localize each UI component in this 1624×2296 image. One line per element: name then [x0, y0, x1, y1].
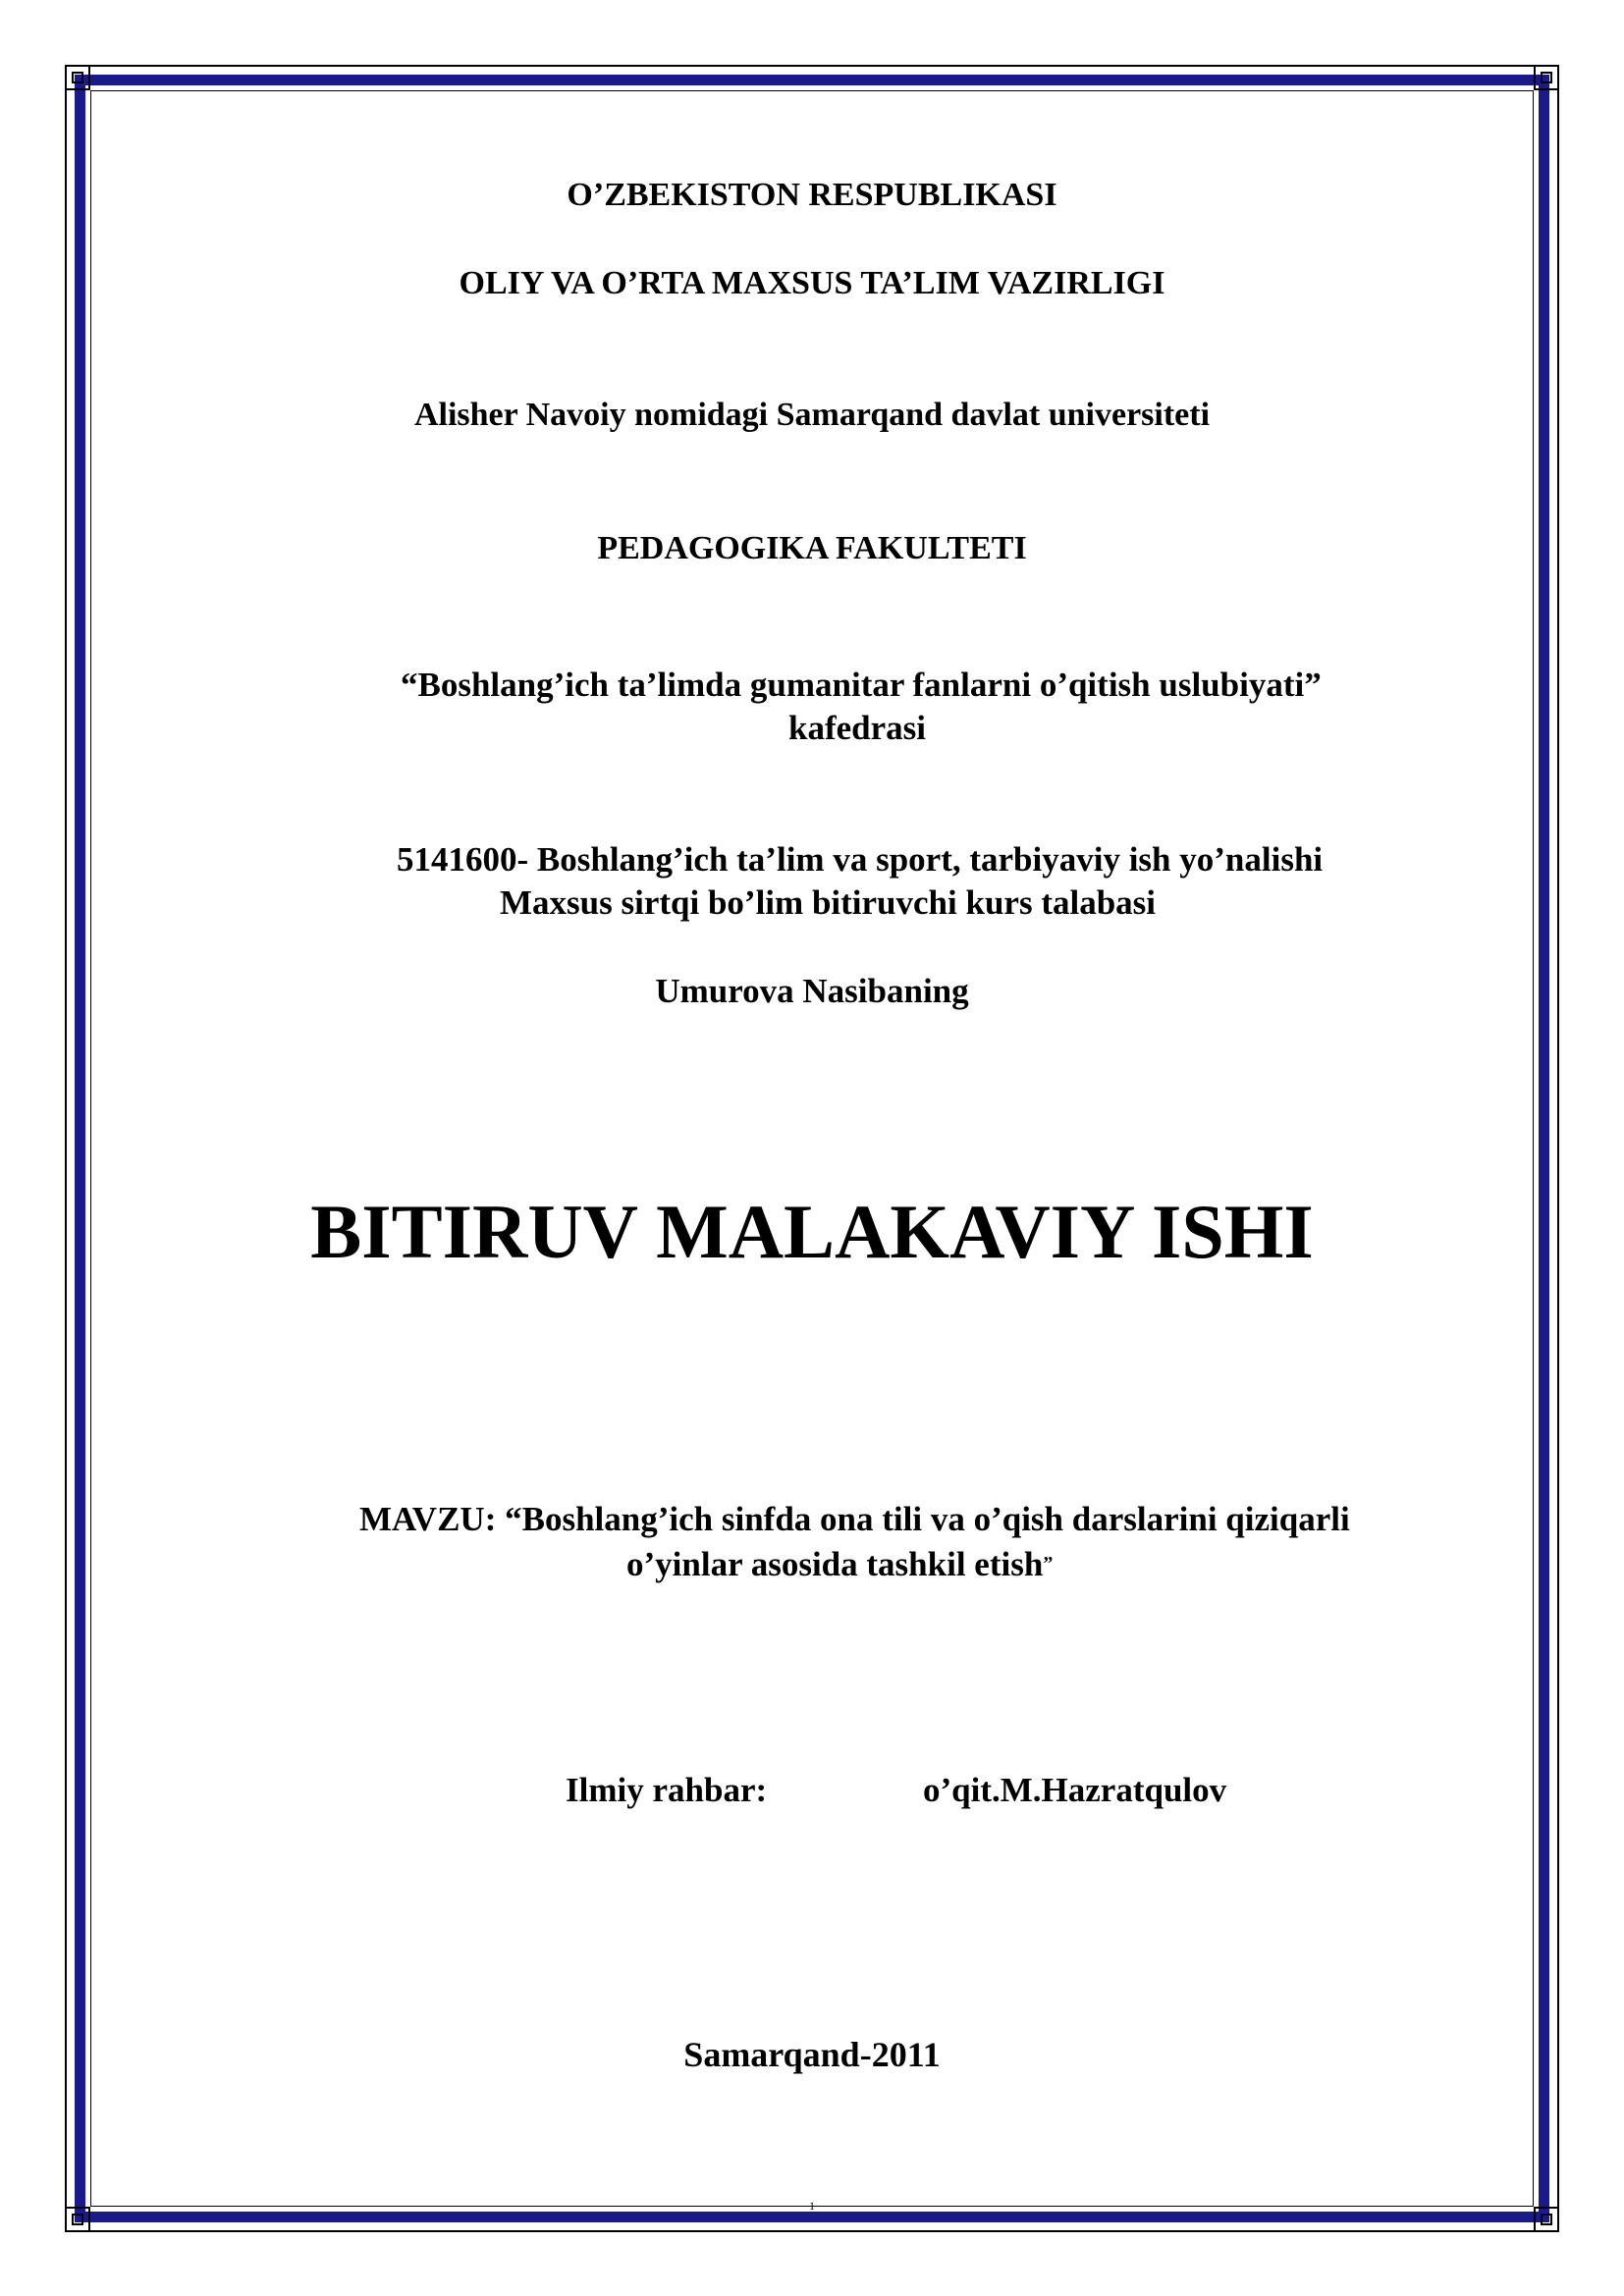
- topic-line-2: [626, 1545, 1053, 1584]
- faculty-name: PEDAGOGIKA FAKULTETI: [597, 530, 1027, 566]
- topic-closing-quote: ”: [1043, 1553, 1054, 1575]
- program-code: 5141600- Boshlang’ich ta’lim va sport, tarbiyaviy ish yo’nalishi: [397, 840, 1324, 879]
- supervisor-name: o’qit.M.Hazratqulov: [923, 1771, 1227, 1809]
- corner-ornament-top-right: [1534, 65, 1559, 90]
- page-number: 1: [809, 2199, 815, 2213]
- corner-ornament-top-left: [65, 65, 90, 90]
- topic-line-2-text: o’yinlar asosida tashkil etish: [626, 1545, 1044, 1583]
- student-name: Umurova Nasibaning: [655, 972, 969, 1010]
- place-year: Samarqand-2011: [683, 2035, 941, 2074]
- republic-heading: O’ZBEKISTON RESPUBLIKASI: [567, 177, 1057, 213]
- study-form: Maxsus sirtqi bo’lim bitiruvchi kurs talabasi: [500, 883, 1157, 922]
- university-name: Alisher Navoiy nomidagi Samarqand davlat universiteti: [413, 397, 1211, 433]
- department-name: “Boshlang’ich ta’limda gumanitar fanlarni o’qitish uslubiyati”: [401, 666, 1322, 704]
- department-suffix: kafedrasi: [788, 709, 926, 747]
- topic-line-1: MAVZU: “Boshlang’ich sinfda ona tili va o’qish darslarini qiziqarli: [359, 1500, 1350, 1538]
- document-title: BITIRUV MALAKAVIY ISHI: [310, 1189, 1314, 1274]
- ministry-heading: OLIY VA O’RTA MAXSUS TA’LIM VAZIRLIGI: [459, 265, 1165, 301]
- supervisor-label: Ilmiy rahbar:: [566, 1771, 768, 1809]
